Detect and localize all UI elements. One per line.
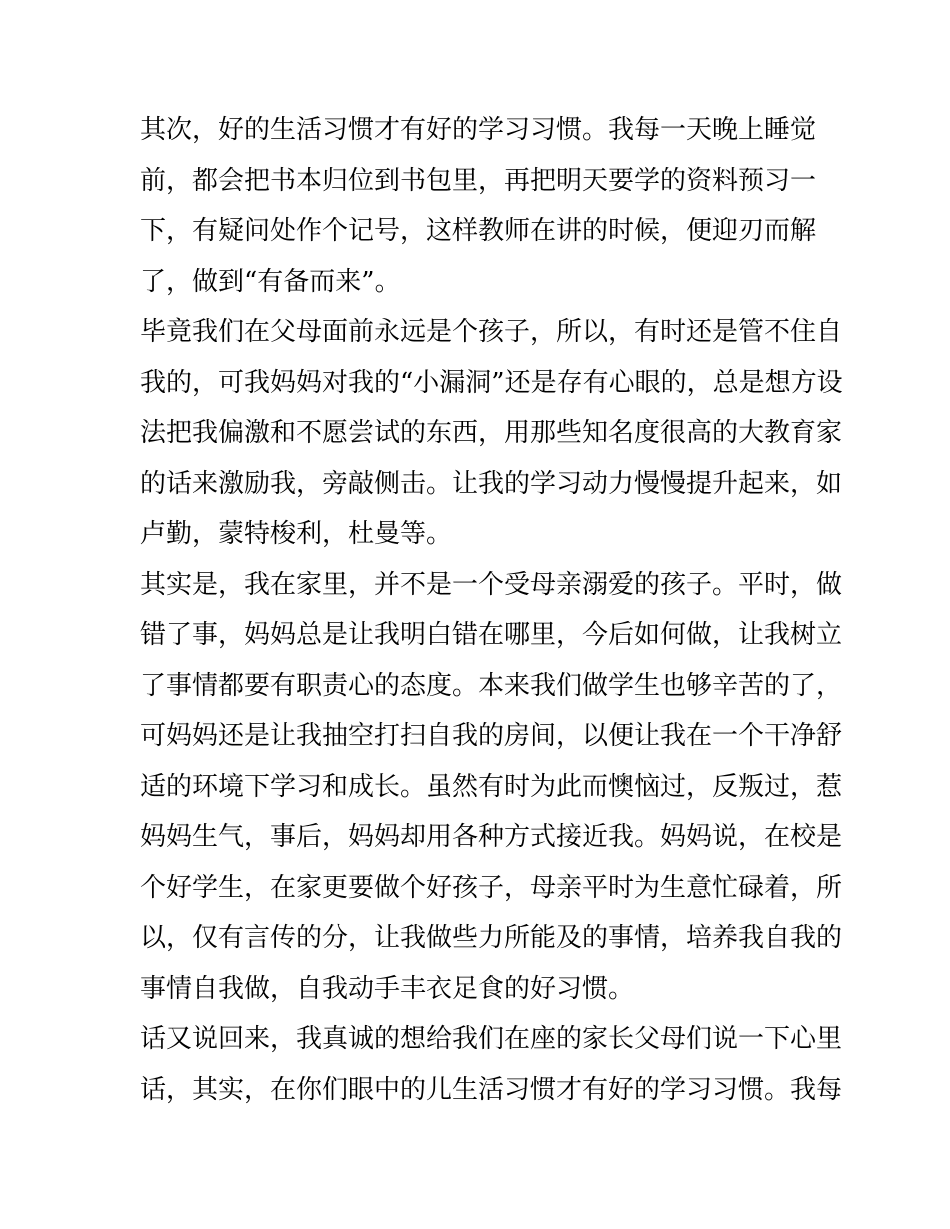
- text-line: 个好学生，在家更要做个好孩子，母亲平时为生意忙碌着，所: [140, 872, 843, 903]
- text-line: 毕竟我们在父母面前永远是个孩子，所以，有时还是管不住自: [140, 317, 843, 347]
- text-line: 我的，可我妈妈对我的“小漏洞”还是存有心眼的，总是想方设: [140, 367, 843, 398]
- text-line: 法把我偏激和不愿尝试的东西，用那些知名度很高的大教育家: [140, 418, 843, 448]
- text-line: 事情自我做，自我动手丰衣足食的好习惯。: [140, 973, 635, 1004]
- text-line: 前，都会把书本归位到书包里，再把明天要学的资料预习一: [140, 165, 817, 196]
- text-line: 可妈妈还是让我抽空打扫自我的房间，以便让我在一个干净舒: [140, 721, 843, 751]
- text-line: 下，有疑问处作个记号，这样教师在讲的时候，便迎刃而解: [140, 216, 817, 246]
- text-line: 错了事，妈妈总是让我明白错在哪里，今后如何做，让我树立: [140, 620, 843, 650]
- text-line: 了，做到“有备而来”。: [140, 266, 401, 297]
- text-line: 卢勤，蒙特梭利，杜曼等。: [140, 519, 453, 549]
- text-line: 适的环境下学习和成长。虽然有时为此而懊恼过，反叛过，惹: [140, 771, 843, 802]
- text-line: 妈妈生气，事后，妈妈却用各种方式接近我。妈妈说，在校是: [140, 822, 843, 852]
- text-line: 其次，好的生活习惯才有好的学习习惯。我每一天晚上睡觉: [140, 115, 817, 145]
- document-body: [140, 105, 843, 1115]
- text-line: 话又说回来，我真诚的想给我们在座的家长父母们说一下心里: [140, 1024, 843, 1054]
- text-line: 以，仅有言传的分，让我做些力所能及的事情，培养我自我的: [140, 923, 843, 953]
- text-line: 的话来激励我，旁敲侧击。让我的学习动力慢慢提升起来，如: [140, 468, 843, 499]
- text-line: 其实是，我在家里，并不是一个受母亲溺爱的孩子。平时，做: [140, 569, 843, 600]
- text-line: 了事情都要有职责心的态度。本来我们做学生也够辛苦的了，: [140, 670, 843, 701]
- text-line: 话，其实，在你们眼中的儿生活习惯才有好的学习习惯。我每: [140, 1074, 843, 1105]
